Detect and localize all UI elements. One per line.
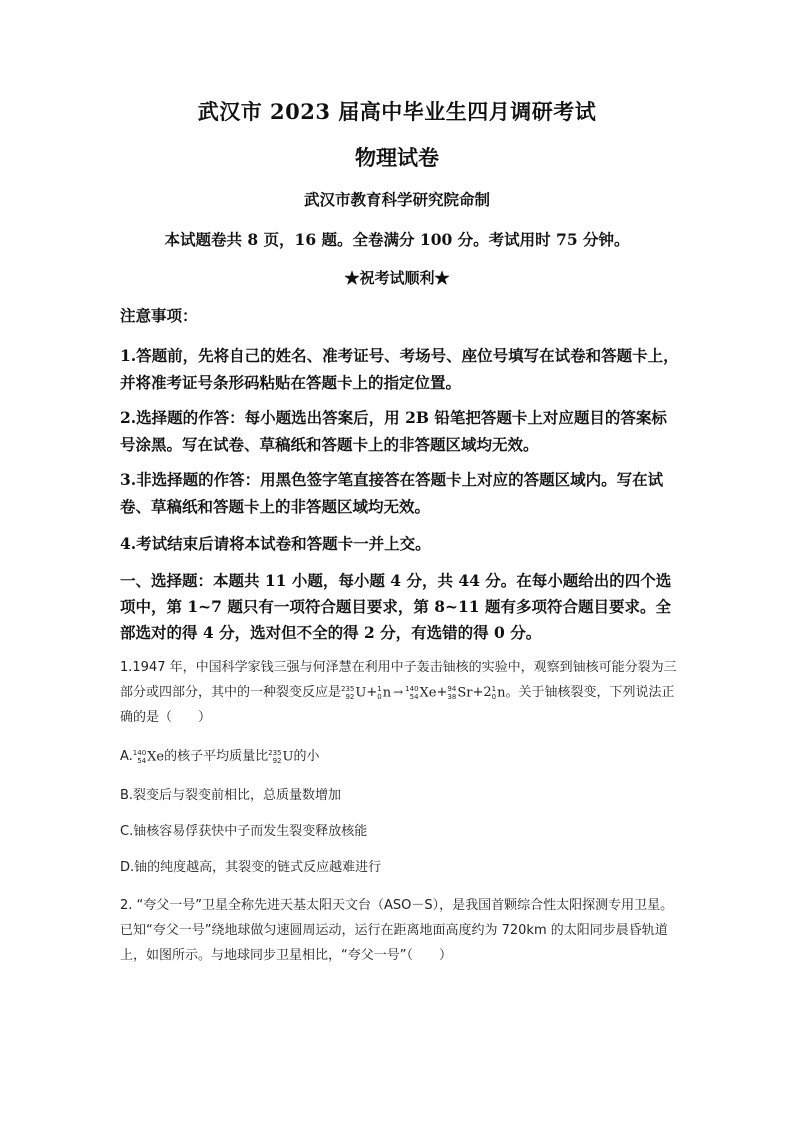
- nuclide-xe140: 140 54 Xe: [405, 684, 437, 701]
- question-1-option-b: B.裂变后与裂变前相比，总质量数增加: [120, 788, 342, 803]
- question-1-option-d: D.铀的纯度越高，其裂变的链式反应越难进行: [120, 860, 382, 875]
- nuclide-u235: 235 92 U: [341, 684, 367, 701]
- reaction-arrow: →: [393, 685, 404, 699]
- good-luck-line: ★祝考试顺利★: [344, 269, 450, 287]
- nuclide-neutron: 1 0 n: [377, 684, 392, 701]
- question-1-text-b: 。关于铀核裂变，下列说法正确的是（ ）: [120, 685, 675, 725]
- question-1-option-c: C.铀核容易俘获快中子而发生裂变释放核能: [120, 824, 368, 839]
- question-1-option-a: A. 140 54 Xe的核子平均质量比 235 92 U的小: [120, 748, 320, 765]
- question-1-stem: 1.1947 年，中国科学家钱三强与何泽慧在利用中子轰击铀核的实验中，观察到铀核可能分裂为三部分或四部分，其中的一种裂变反应是 235 92 U+ 1 0 n → 140 54 Xe+ 94 38 Sr+2 1 0 n。关于铀核裂变，下列说法正确的是（ ）: [120, 660, 677, 725]
- note-item-3: 3.非选择题的作答：用黑色签字笔直接答在答题卡上对应的答题区域内。写在试卷、草稿纸和答题卡上的非答题区域均无效。: [120, 470, 664, 516]
- note-item-4: 4.考试结束后请将本试卷和答题卡一并上交。: [120, 534, 431, 553]
- nuclide-u235-option: 235 92 U: [268, 748, 294, 765]
- exam-title: 武汉市 2023 届高中毕业生四月调研考试: [197, 99, 597, 124]
- question-2-stem: 2. “夸父一号”卫星全称先进天基太阳天文台（ASO－S），是我国首颗综合性太阳探测专用卫星。已知“夸父一号”绕地球做匀速圆周运动，运行在距离地面高度约为 720km 的太阳同步晨昏轨道上，如图所示。与地球同步卫星相比，“夸父一号”（ ）: [120, 898, 674, 963]
- exam-info: 本试题卷共 8 页，16 题。全卷满分 100 分。考试用时 75 分钟。: [164, 230, 630, 249]
- exam-author: 武汉市教育科学研究院命制: [303, 190, 490, 209]
- section-instructions: 一、选择题：本题共 11 小题，每小题 4 分，共 44 分。在每小题给出的四个选项中，第 1~7 题只有一项符合题目要求，第 8~11 题有多项符合题目要求。全部选对的得 4 分，选对但不全的得 2 分，有选错的得 0 分。: [120, 571, 672, 642]
- notes-heading: 注意事项：: [120, 306, 198, 325]
- nuclide-xe140-option: 140 54 Xe: [132, 748, 165, 765]
- nuclide-neutron-2: 1 0 n: [491, 684, 506, 701]
- note-item-1: 1.答题前，先将自己的姓名、准考证号、考场号、座位号填写在试卷和答题卡上，并将准考证号条形码粘贴在答题卡上的指定位置。: [120, 346, 679, 392]
- nuclide-sr94: 94 38 Sr: [447, 684, 473, 701]
- question-1-text-a: 1.1947 年，中国科学家钱三强与何泽慧在利用中子轰击铀核的实验中，观察到铀核可能分裂为三部分或四部分，其中的一种裂变反应是: [120, 660, 677, 700]
- note-item-2: 2.选择题的作答：每小题选出答案后，用 2B 铅笔把答题卡上对应题目的答案标号涂黑。写在试卷、草稿纸和答题卡上的非答题区域均无效。: [120, 408, 667, 454]
- subject-title: 物理试卷: [355, 145, 439, 170]
